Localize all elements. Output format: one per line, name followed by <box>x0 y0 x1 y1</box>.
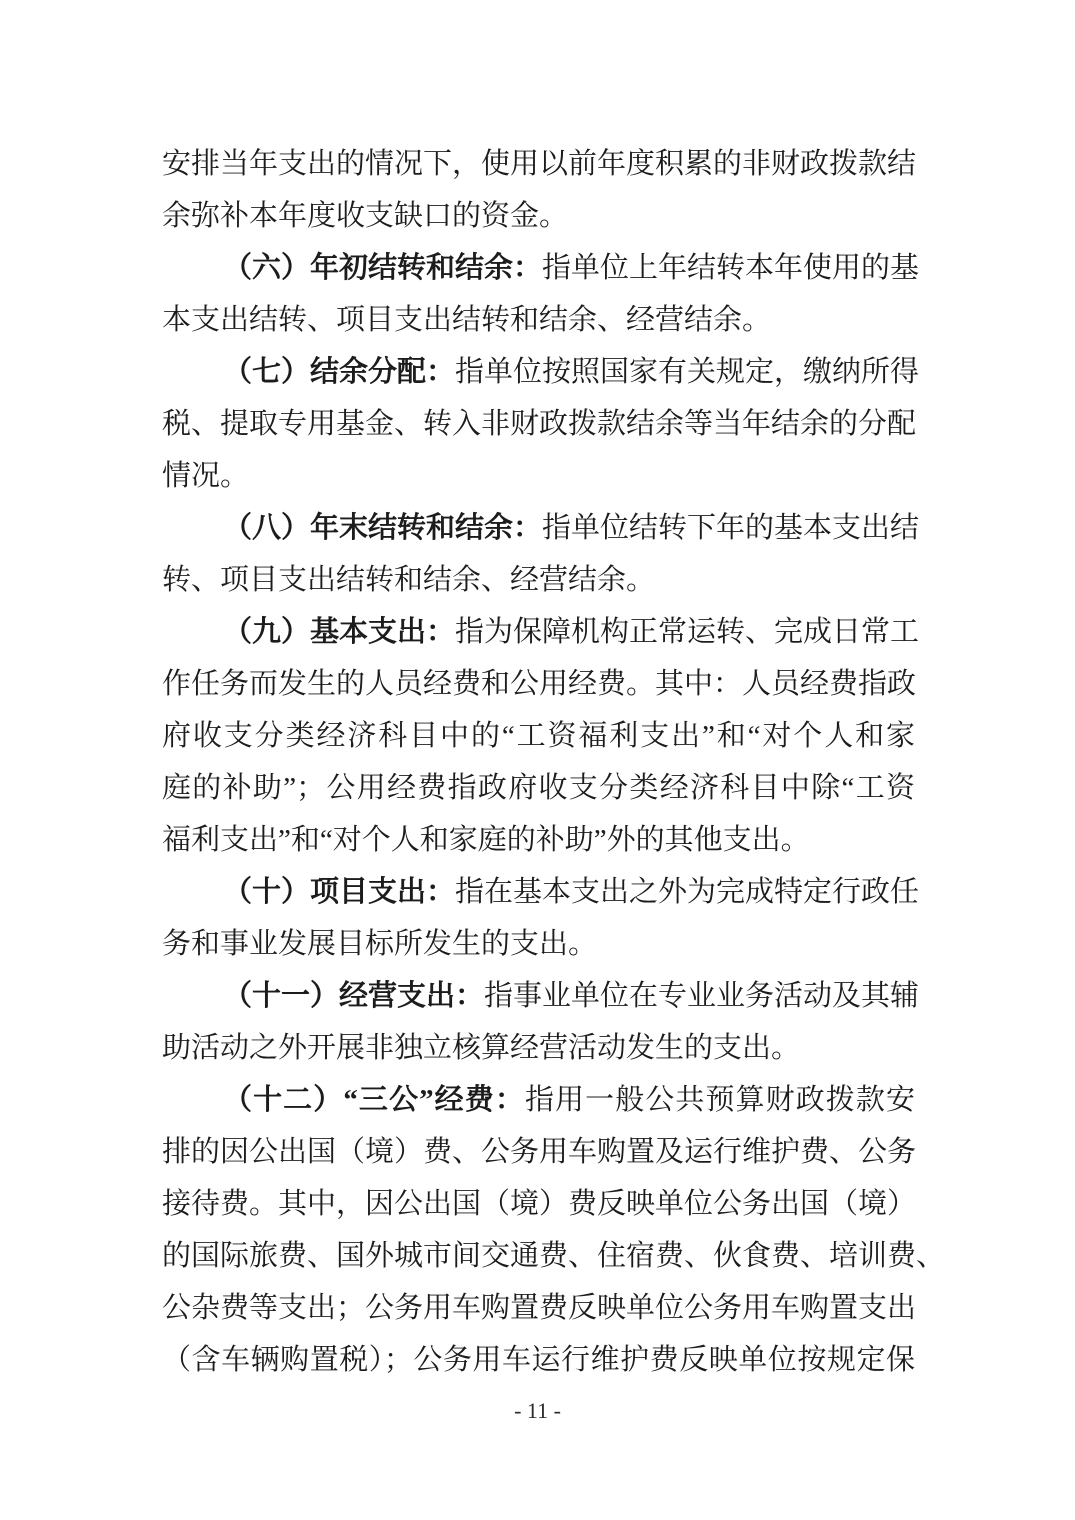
text-line <box>162 1022 915 1074</box>
body-run: 排的因公出国（境）费、公务用车购置及运行维护费、公务 <box>162 1136 917 1168</box>
body-run: （含车辆购置税）；公务用车运行维护费反映单位按规定保 <box>162 1344 915 1376</box>
body-run: 助活动之外开展非独立核算经营活动发生的支出。 <box>162 1032 801 1064</box>
body-text <box>162 138 946 1386</box>
text-line <box>162 242 920 294</box>
text-line <box>162 918 915 970</box>
text-line <box>162 138 915 190</box>
text-line <box>162 1282 915 1334</box>
body-run: 指事业单位在专业业务活动及其辅 <box>484 980 920 1012</box>
body-run: 作任务而发生的人员经费和公用经费。其中：人员经费指政 <box>162 668 917 700</box>
body-run: 接待费。其中，因公出国（境）费反映单位公务出国（境） <box>162 1188 917 1220</box>
text-line <box>162 554 915 606</box>
text-line <box>162 190 915 242</box>
text-line <box>162 606 920 658</box>
body-run: 庭的补助”；公用经费指政府收支分类经济科目中除“工资 <box>162 772 915 804</box>
term-heading: （十）项目支出： <box>223 876 456 908</box>
body-run: 指单位结转下年的基本支出结 <box>542 512 920 544</box>
body-run: 余弥补本年度收支缺口的资金。 <box>162 200 569 232</box>
body-run: 指为保障机构正常运转、完成日常工 <box>455 616 920 648</box>
body-run: 福利支出”和“对个人和家庭的补助”外的其他支出。 <box>162 824 810 856</box>
text-line <box>162 450 915 502</box>
body-run: 指在基本支出之外为完成特定行政任 <box>455 876 920 908</box>
text-line <box>162 710 915 762</box>
text-line <box>162 866 920 918</box>
text-line <box>162 1178 915 1230</box>
body-run: 指用一般公共预算财政拨款安 <box>524 1084 915 1116</box>
text-line <box>162 1126 915 1178</box>
text-line <box>162 970 920 1022</box>
body-run: 情况。 <box>162 460 250 492</box>
text-line <box>162 294 915 346</box>
body-run: 务和事业发展目标所发生的支出。 <box>162 928 598 960</box>
body-run: 本支出结转、项目支出结转和结余、经营结余。 <box>162 304 772 336</box>
body-run: 府收支分类经济科目中的“工资福利支出”和“对个人和家 <box>162 720 915 752</box>
term-heading: （六）年初结转和结余： <box>223 252 543 284</box>
term-heading: （七）结余分配： <box>223 356 456 388</box>
page-number: - 11 - <box>514 1398 561 1423</box>
term-heading: （九）基本支出： <box>223 616 456 648</box>
term-heading: （十一）经营支出： <box>223 980 485 1012</box>
body-run: 税、提取专用基金、转入非财政拨款结余等当年结余的分配 <box>162 408 917 440</box>
body-run: 指单位按照国家有关规定，缴纳所得 <box>455 356 920 388</box>
text-line <box>162 346 920 398</box>
body-run: 安排当年支出的情况下，使用以前年度积累的非财政拨款结 <box>162 148 917 180</box>
text-line <box>162 1074 915 1126</box>
body-run: 转、项目支出结转和结余、经营结余。 <box>162 564 656 596</box>
text-line <box>162 814 915 866</box>
text-line <box>162 762 915 814</box>
term-heading: （八）年末结转和结余： <box>223 512 543 544</box>
body-run: 指单位上年结转本年使用的基 <box>542 252 920 284</box>
text-line <box>162 1230 946 1282</box>
body-run: 的国际旅费、国外城市间交通费、住宿费、伙食费、培训费、 <box>162 1240 946 1272</box>
text-line <box>162 502 920 554</box>
term-heading: （十二）“三公”经费： <box>223 1084 525 1116</box>
body-run: 公杂费等支出；公务用车购置费反映单位公务用车购置支出 <box>162 1292 917 1324</box>
text-line <box>162 658 915 710</box>
text-line <box>162 1334 915 1386</box>
text-line <box>162 398 915 450</box>
